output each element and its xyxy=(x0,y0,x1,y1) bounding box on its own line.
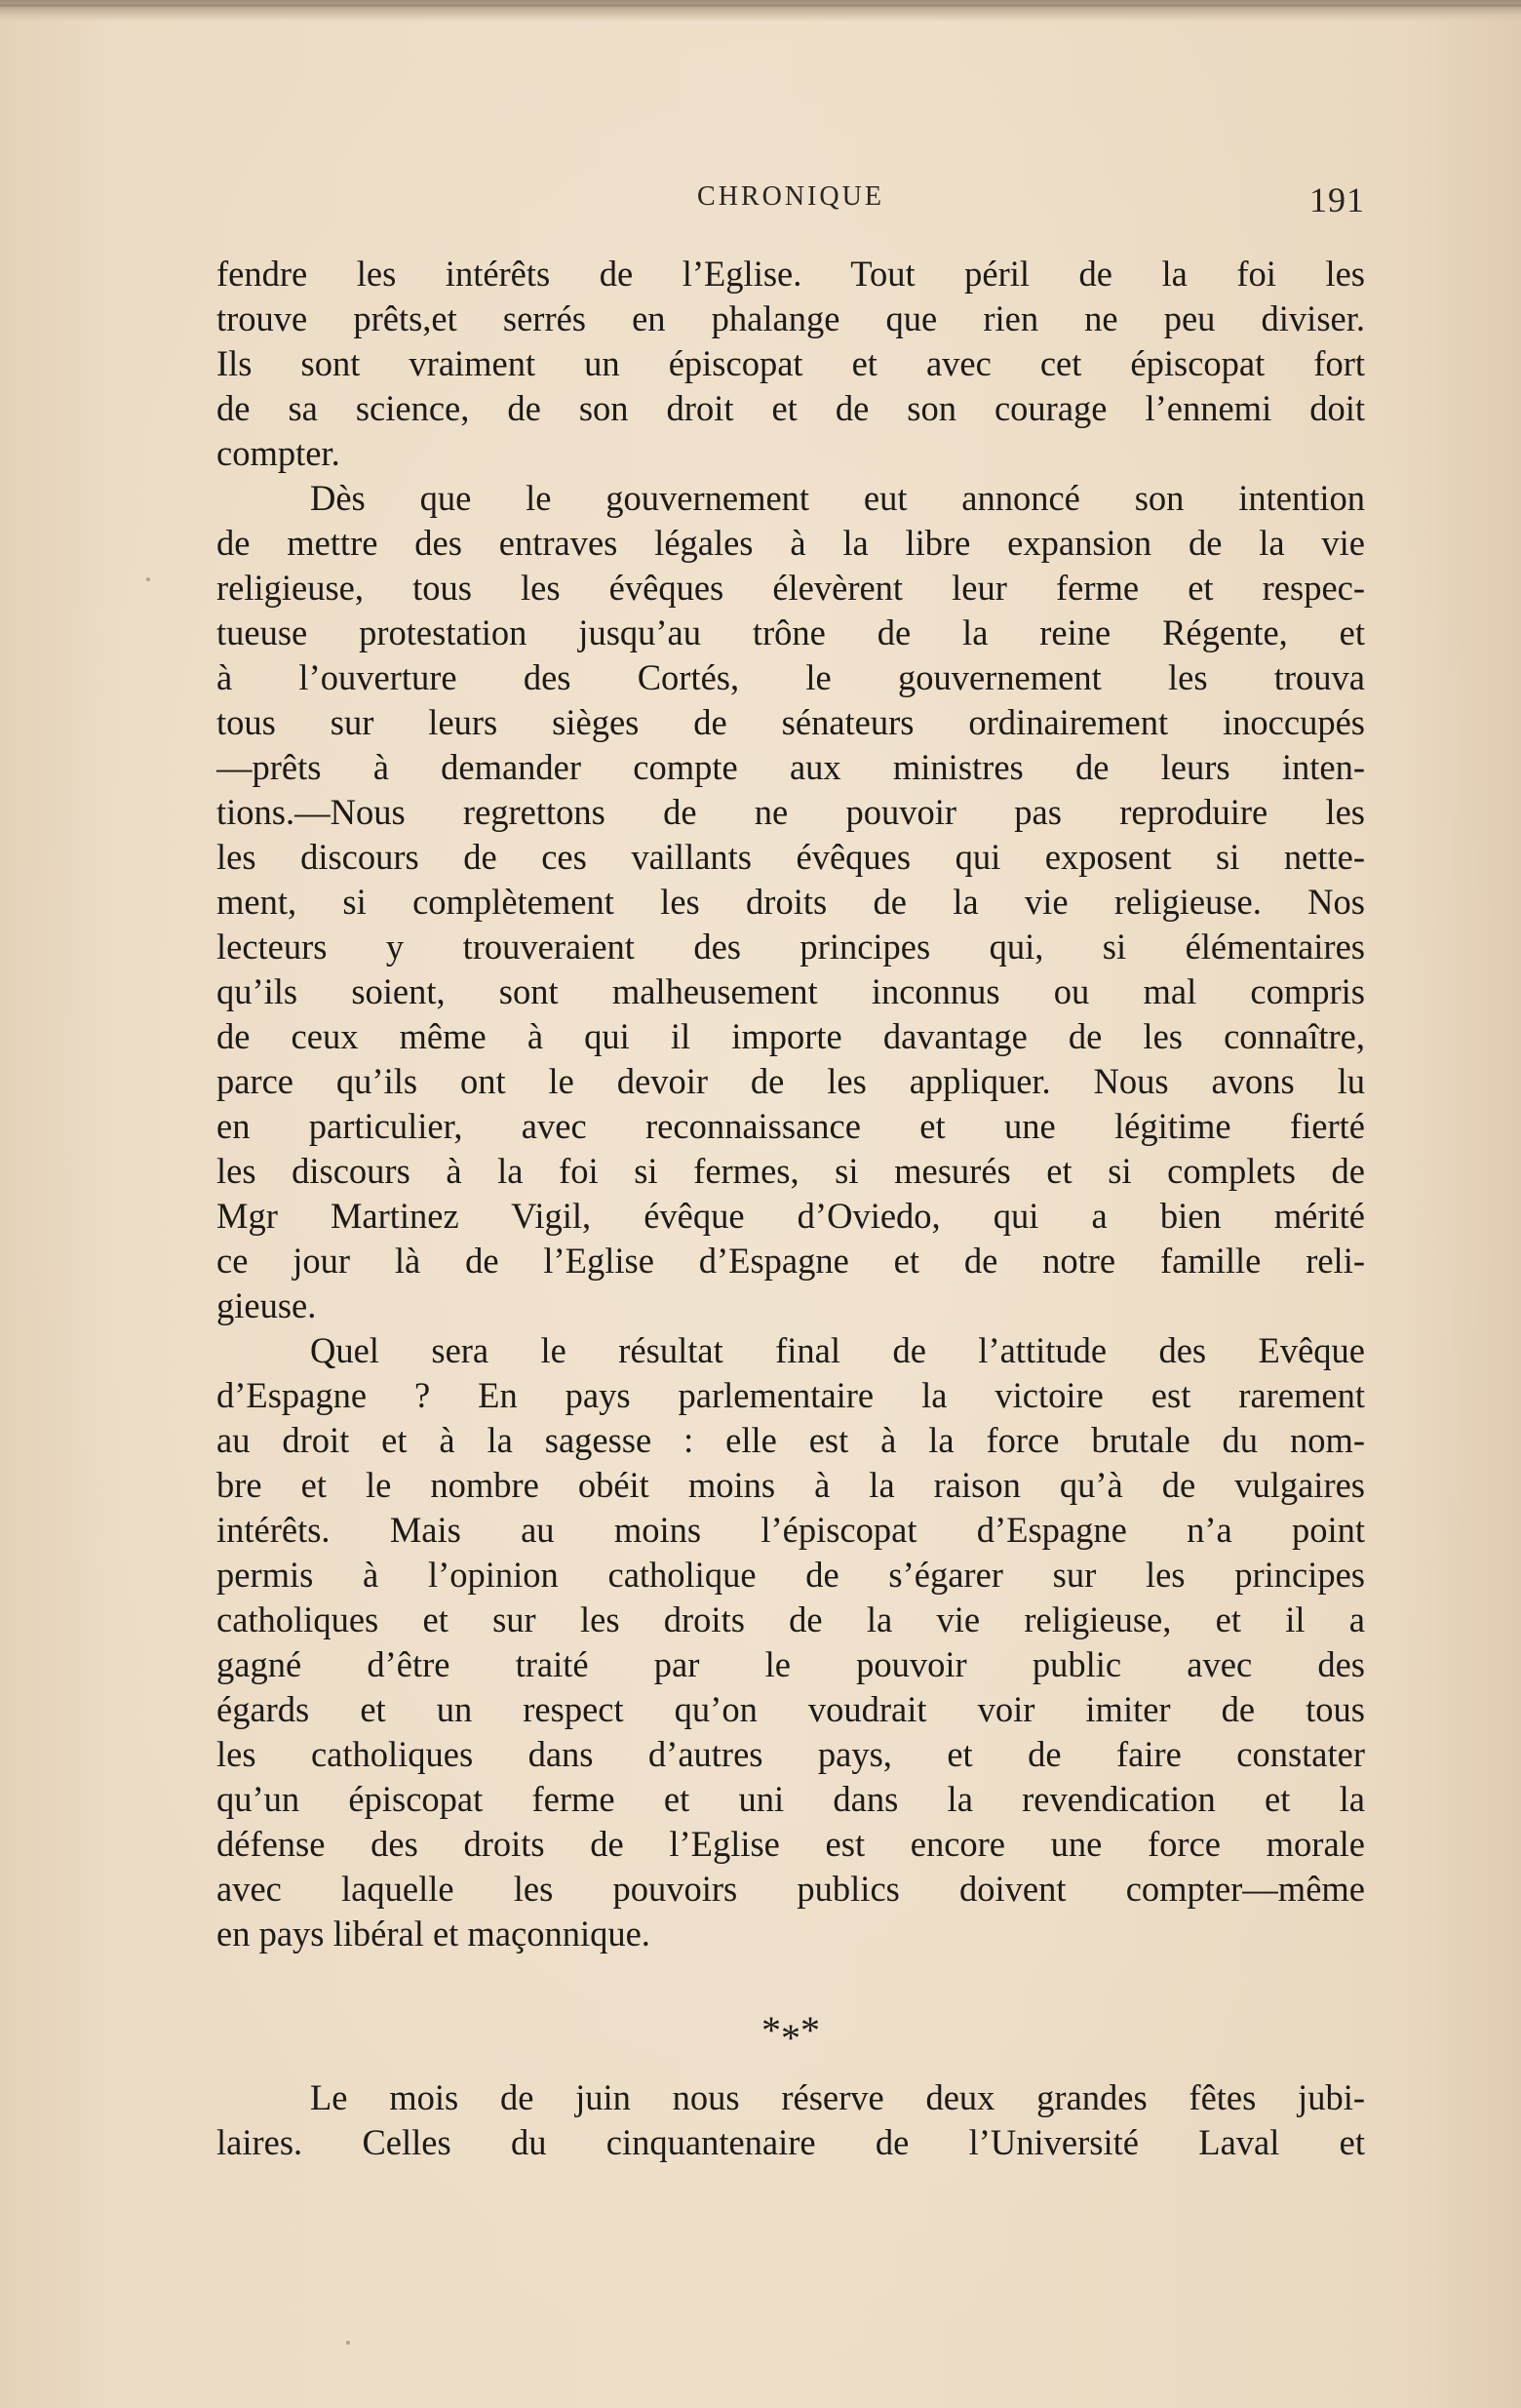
text-line: fendre les intérêts de l’Eglise. Tout péril de la foi les xyxy=(216,254,1365,294)
text-line: de ceux même à qui il importe davantage de les connaître, xyxy=(216,1016,1365,1056)
text-line: lecteurs y trouveraient des principes qui, si élémentaires xyxy=(216,927,1365,967)
text-line: d’Espagne ? En pays parlementaire la victoire est rarement xyxy=(216,1375,1365,1415)
body-text xyxy=(216,252,1365,1956)
running-head xyxy=(216,181,1365,220)
text-line: les discours de ces vaillants évêques qui exposent si nette- xyxy=(216,837,1365,877)
text-line: ment, si complètement les droits de la vie religieuse. Nos xyxy=(216,882,1365,922)
text-line: avec laquelle les pouvoirs publics doivent compter—même xyxy=(216,1869,1365,1909)
text-line: permis à l’opinion catholique de s’égarer sur les principes xyxy=(216,1555,1365,1595)
text-line: Le mois de juin nous réserve deux grandes fêtes jubi- xyxy=(310,2077,1365,2117)
asterisk: * xyxy=(781,2016,800,2060)
text-line: compter. xyxy=(216,433,340,473)
paper-speck xyxy=(346,2341,350,2345)
text-line: Mgr Martinez Vigil, évêque d’Oviedo, qui a bien mérité xyxy=(216,1196,1365,1236)
page-top-rule xyxy=(0,4,1521,7)
paper-speck xyxy=(146,577,150,581)
text-line: tions.—Nous regrettons de ne pouvoir pas reproduire les xyxy=(216,792,1365,832)
text-line: Ils sont vraiment un épiscopat et avec cet épiscopat fort xyxy=(216,343,1365,383)
text-line: intérêts. Mais au moins l’épiscopat d’Espagne n’a point xyxy=(216,1510,1365,1550)
text-line: catholiques et sur les droits de la vie religieuse, et il a xyxy=(216,1599,1365,1639)
text-line: ce jour là de l’Eglise d’Espagne et de notre famille reli- xyxy=(216,1241,1365,1281)
text-line: parce qu’ils ont le devoir de les appliquer. Nous avons lu xyxy=(216,1061,1365,1101)
text-line: les discours à la foi si fermes, si mesurés et si complets de xyxy=(216,1151,1365,1191)
page-number: 191 xyxy=(1309,180,1365,219)
text-line: égards et un respect qu’on voudrait voir imiter de tous xyxy=(216,1689,1365,1729)
asterisk: * xyxy=(800,2008,820,2052)
section-asterism xyxy=(216,2003,1365,2058)
text-line: trouve prêts,et serrés en phalange que rien ne peu diviser. xyxy=(216,298,1365,338)
text-line: Dès que le gouvernement eut annoncé son intention xyxy=(310,478,1365,518)
text-line: bre et le nombre obéit moins à la raison qu’à de vulgaires xyxy=(216,1465,1365,1505)
text-line: gagné d’être traité par le pouvoir public avec des xyxy=(216,1644,1365,1684)
text-line: religieuse, tous les évêques élevèrent leur ferme et respec- xyxy=(216,568,1365,608)
text-line: de sa science, de son droit et de son courage l’ennemi doit xyxy=(216,388,1365,428)
text-line: Quel sera le résultat final de l’attitude des Evêque xyxy=(310,1330,1365,1370)
asterisk: * xyxy=(761,2008,781,2052)
text-line: défense des droits de l’Eglise est encore une force morale xyxy=(216,1824,1365,1864)
text-line: —prêts à demander compte aux ministres de leurs inten- xyxy=(216,747,1365,787)
body-text-new-section xyxy=(216,2075,1365,2165)
text-line: les catholiques dans d’autres pays, et de faire constater xyxy=(216,1734,1365,1774)
text-line: au droit et à la sagesse : elle est à la force brutale du nom- xyxy=(216,1420,1365,1460)
text-line: laires. Celles du cinquantenaire de l’Université Laval et xyxy=(216,2122,1365,2162)
text-line: tueuse protestation jusqu’au trône de la reine Régente, et xyxy=(216,612,1365,652)
text-line: en particulier, avec reconnaissance et une légitime fierté xyxy=(216,1106,1365,1146)
text-line: à l’ouverture des Cortés, le gouvernement les trouva xyxy=(216,657,1365,697)
text-line: tous sur leurs sièges de sénateurs ordinairement inoccupés xyxy=(216,702,1365,742)
text-line: de mettre des entraves légales à la libre expansion de la vie xyxy=(216,523,1365,563)
text-line: qu’ils soient, sont malheusement inconnus ou mal compris xyxy=(216,971,1365,1011)
running-head-title: CHRONIQUE xyxy=(697,181,884,212)
text-line: qu’un épiscopat ferme et uni dans la revendication et la xyxy=(216,1779,1365,1819)
text-line: en pays libéral et maçonnique. xyxy=(216,1914,650,1954)
text-line: gieuse. xyxy=(216,1285,317,1325)
